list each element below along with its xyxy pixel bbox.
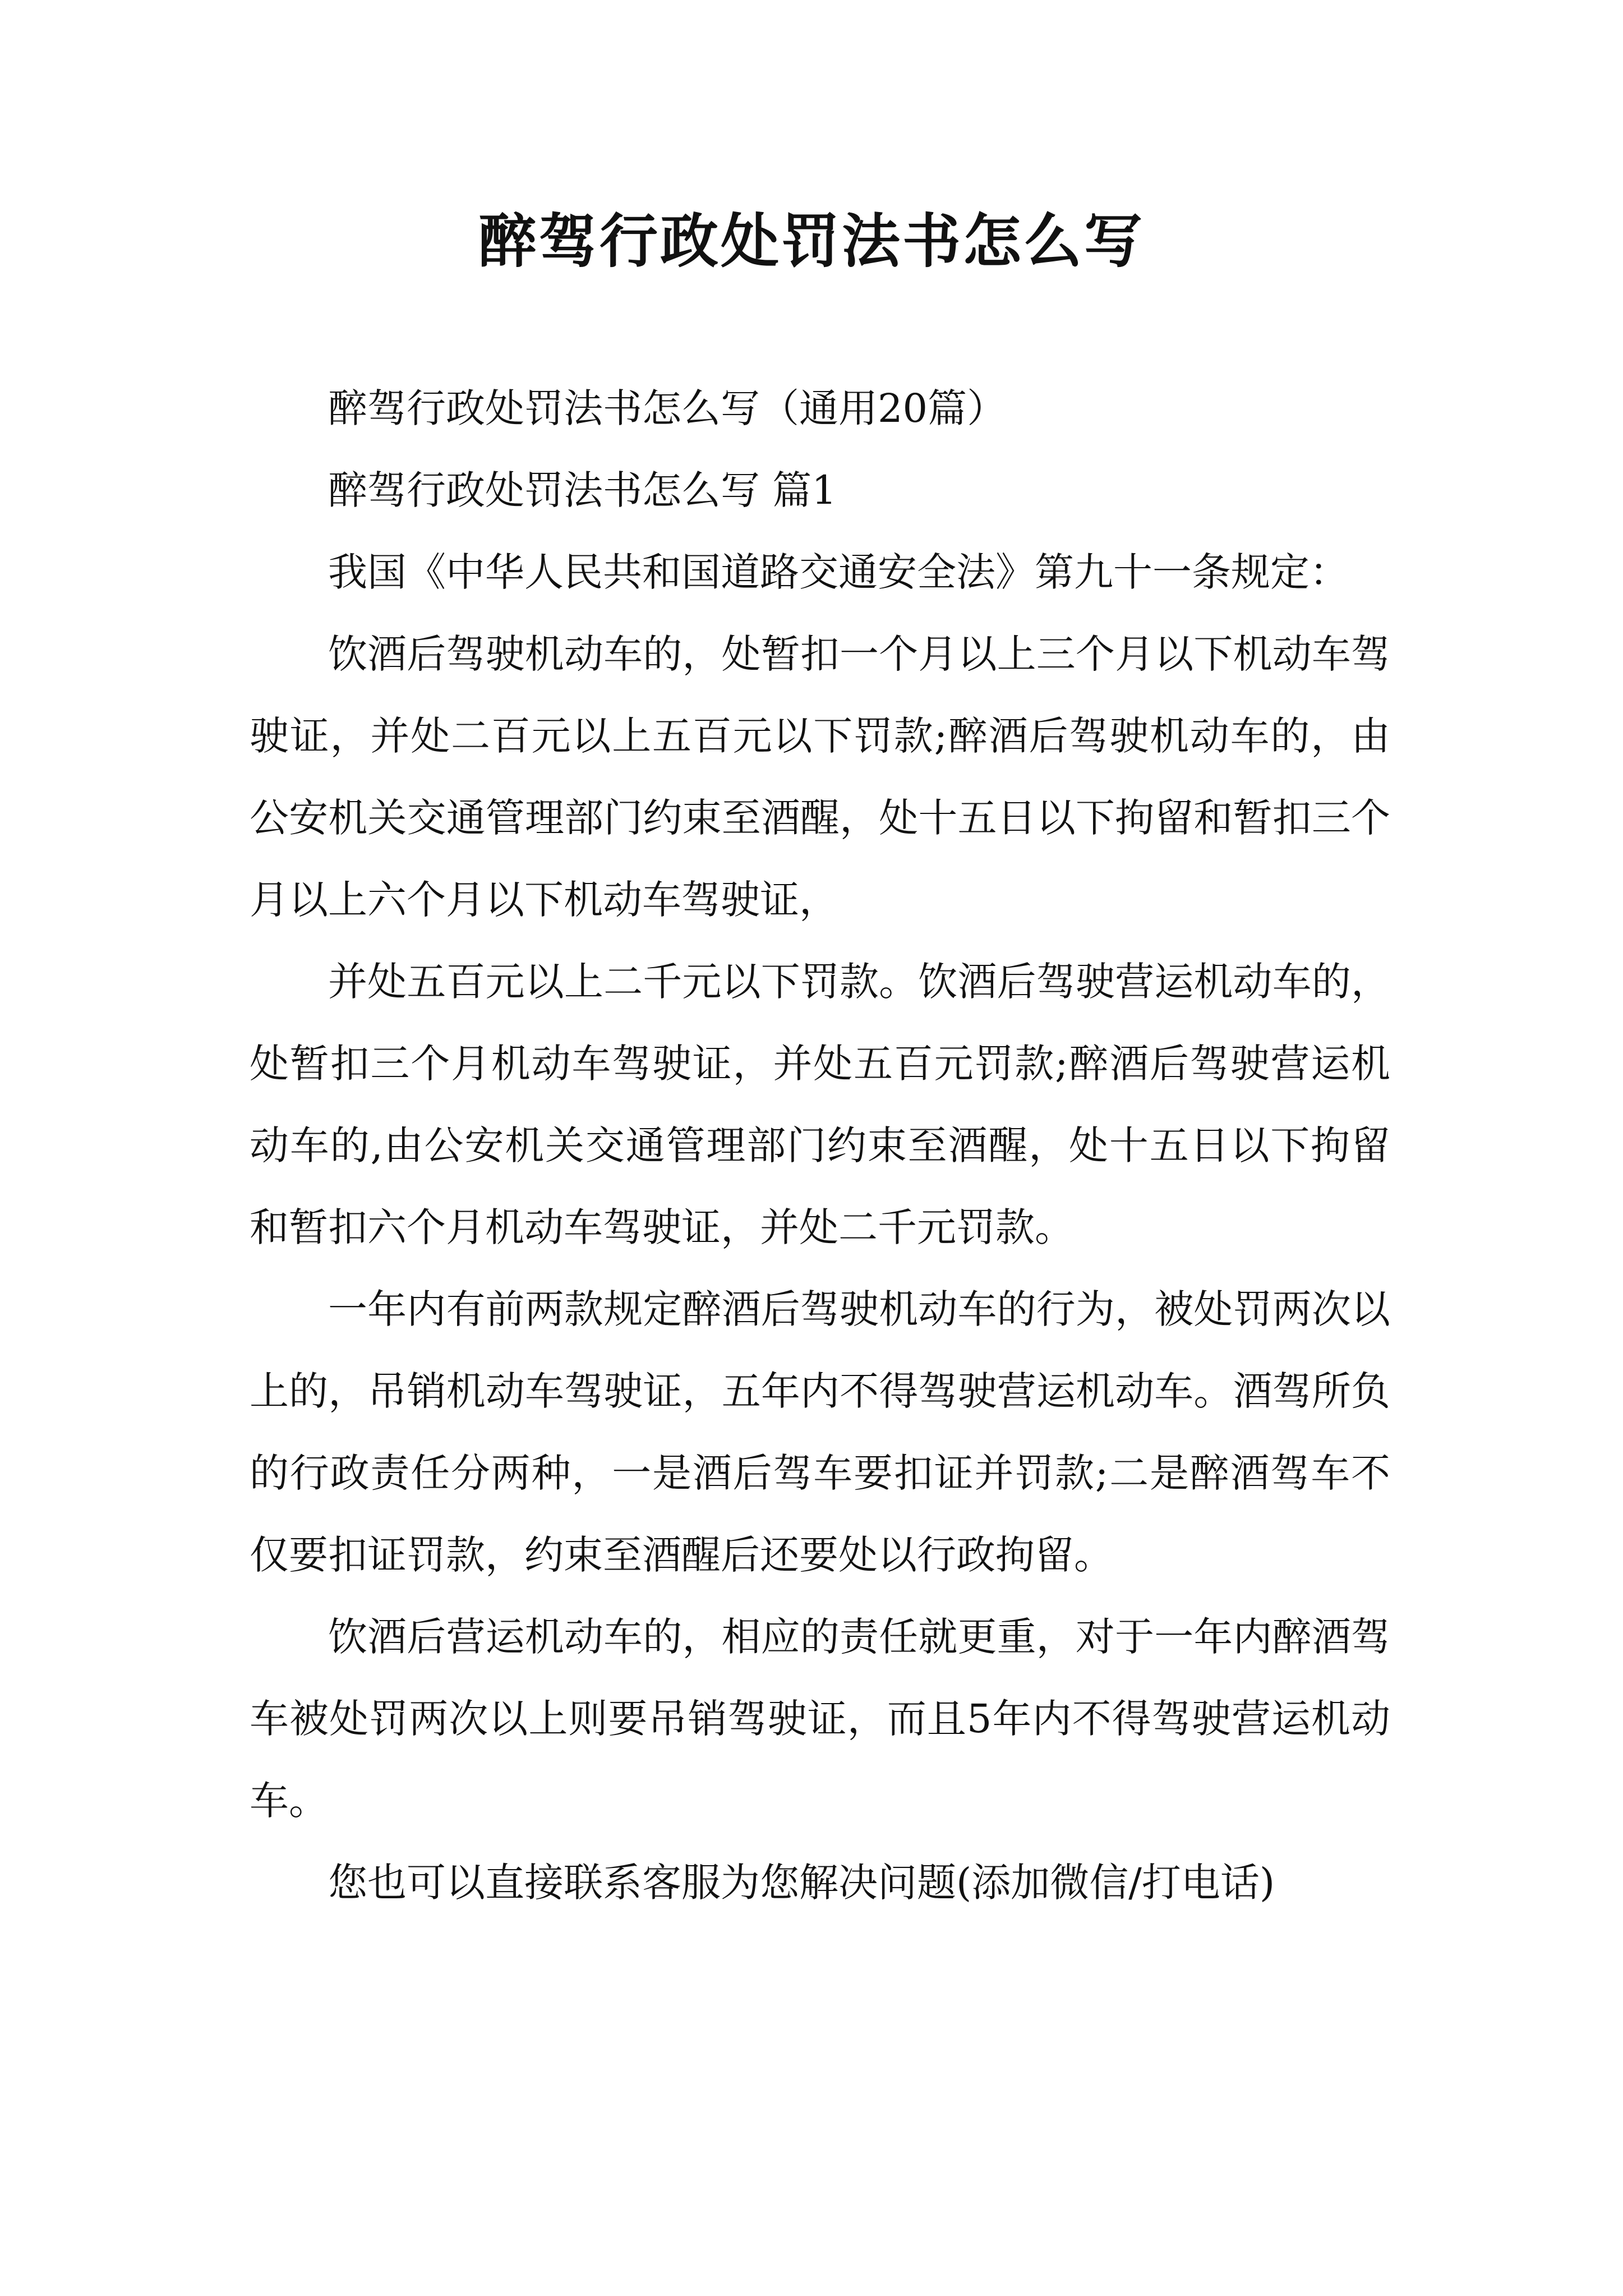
paragraph: 并处五百元以上二千元以下罚款。饮酒后驾驶营运机动车的，处暂扣三个月机动车驾驶证，并处五百元罚款;醉酒后驾驶营运机动车的,由公安机关交通管理部门约束至酒醒，处十五日以下拘留和暂扣六个月机动车驾驶证，并处二千元罚款。 bbox=[250, 959, 1390, 1250]
document-body bbox=[250, 367, 1390, 1924]
section-heading: 醉驾行政处罚法书怎么写 篇1 bbox=[328, 467, 837, 513]
paragraph: 一年内有前两款规定醉酒后驾驶机动车的行为，被处罚两次以上的，吊销机动车驾驶证，五年内不得驾驶营运机动车。酒驾所负的行政责任分两种，一是酒后驾车要扣证并罚款;二是醉酒驾车不仅要扣证罚款，约束至酒醒后还要处以行政拘留。 bbox=[250, 1286, 1390, 1578]
document-title: 醉驾行政处罚法书怎么写 bbox=[478, 206, 1145, 275]
paragraph: 饮酒后营运机动车的，相应的责任就更重，对于一年内醉酒驾车被处罚两次以上则要吊销驾驶证，而且5年内不得驾驶营运机动车。 bbox=[250, 1614, 1390, 1824]
paragraph: 饮酒后驾驶机动车的，处暂扣一个月以上三个月以下机动车驾驶证，并处二百元以上五百元以下罚款;醉酒后驾驶机动车的，由公安机关交通管理部门约束至酒醒，处十五日以下拘留和暂扣三个月以上六个月以下机动车驾驶证， bbox=[250, 631, 1390, 923]
document-subtitle: 醉驾行政处罚法书怎么写（通用20篇） bbox=[328, 385, 1007, 431]
paragraph: 您也可以直接联系客服为您解决问题(添加微信/打电话) bbox=[328, 1860, 1275, 1906]
paragraph: 我国《中华人民共和国道路交通安全法》第九十一条规定： bbox=[328, 549, 1349, 595]
